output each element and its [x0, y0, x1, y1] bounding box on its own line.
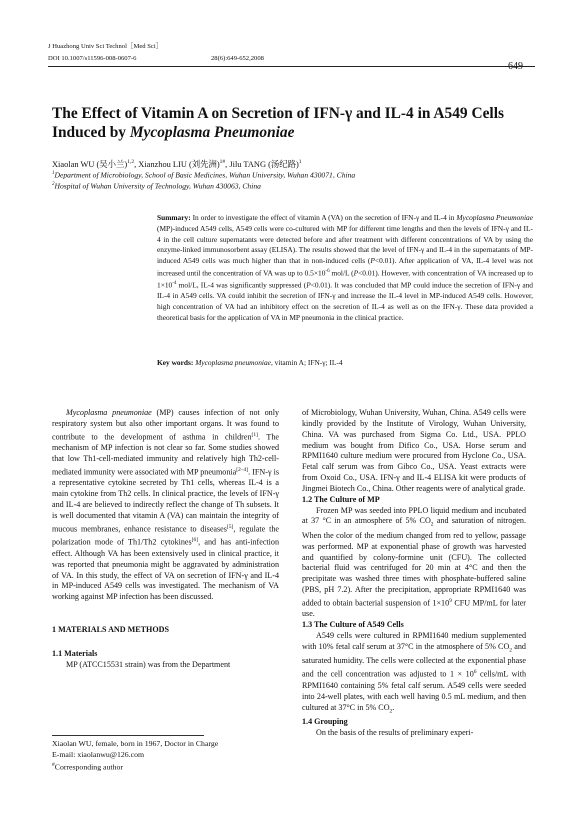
a549-text-a: A549 cells were cultured in RPMI1640 medium supplemented with 10% fetal calf serum at 37°C in the atmosphere of 5% CO [302, 631, 526, 652]
volume-info: 28(6):649-652,2008 [211, 55, 264, 62]
header-rule [48, 66, 535, 67]
author-2: , Xianzhou LIU (刘先洲) [134, 159, 220, 169]
keyword-organism: Mycoplasma pneumoniae [193, 358, 271, 367]
keywords-label: Key words: [157, 358, 194, 367]
subsection-heading-materials: 1.1 Materials [52, 648, 98, 658]
author-1: Xiaolan WU (吴小兰) [52, 159, 128, 169]
affiliation-1-sup: 1 [52, 171, 55, 176]
citation-4: [6] [191, 537, 199, 544]
intro-paragraph [52, 408, 279, 603]
abstract-sup-2: -4 [172, 280, 177, 286]
footnote-author-bio: Xiaolan WU, female, born in 1967, Doctor in Charge [52, 739, 219, 748]
materials-continued: of Microbiology, Wuhan University, Wuhan, China. A549 cells were kindly provided by the Institute of Virology, Wuhan University, China. VA was purchased from Sigma Co. Ltd., USA. PPLO medium was bought from Difico Co., USA. Horse serum and RPMI1640 culture medium were procured from Hyclone Co., USA. Fetal calf serum was from Gibco Co., USA. Yeast extracts were from Oxoid Co., USA. IFN-γ and IL-4 ELISA kit were products of Jingmei Biotech Co., China. Other reagents were of analytical grade. [302, 408, 526, 493]
keywords-rest: , vitamin A; IFN-γ; IL-4 [270, 358, 343, 367]
right-column [302, 408, 526, 739]
affiliation-2-sup: 2 [52, 182, 55, 187]
title-line-2-prefix: Induced by [52, 124, 130, 141]
citation-2: [2–4] [236, 466, 249, 473]
corresponding-text: Corresponding author [54, 762, 123, 772]
doi: DOI 10.1007/s11596-008-0607-6 [48, 55, 137, 62]
exponent-6: 6 [473, 669, 477, 676]
grouping-paragraph: On the basis of the results of preliminary experi- [316, 727, 474, 737]
footnote-rule [52, 735, 204, 736]
affiliation-1-text: Department of Microbiology, School of Basic Medicines, Wuhan University, Wuhan 430071, China [54, 170, 356, 180]
affiliation-2-text: Hospital of Wuhan University of Technology, Wuhan 430063, China [54, 181, 261, 191]
abstract-text-5: <0.01). However, with concentration of VA increased up to 1×10 [157, 268, 533, 290]
abstract-organism: Mycoplasma Pneumoniae [456, 213, 534, 222]
a549-text-b: and saturated humidity. The cells were collected at the exponential phase and the cell concentration was adjusted to 1 × 10 [302, 642, 526, 679]
author-3: , Jilu TANG (汤纪路) [225, 159, 299, 169]
abstract-text-6: mol/L, IL-4 was significantly suppressed ( [176, 280, 307, 290]
mp-culture-paragraph [302, 506, 526, 621]
abstract-p-2: P [353, 268, 359, 278]
exponent-9: 9 [449, 597, 452, 604]
citation-1: [1] [251, 431, 258, 438]
mp-culture-text-a: Frozen MP was seeded into PPLO liquid medium and incubated at 37 °C in an atmosphere of 5% CO [302, 505, 526, 526]
mp-culture-text-b: and saturation of nitrogen. When the color of the medium changed from red to yellow, passage was performed. MP at exponential phase of growth was harvested and quantified by colony-formine unit (CFU). The collected bacterial fluid was centrifuged for 20 min at 4°C and then the precipitate was washed three times with phosphate-buffered saline (PBS, pH 7.2). After the precipitation, appropriate RPMI1640 was added to obtain bacterial suspension of 1×10 [302, 516, 526, 608]
footnote-corresponding [52, 760, 282, 773]
title-organism: Mycoplasma Pneumoniae [129, 124, 295, 141]
section-heading-materials-methods: 1 MATERIALS AND METHODS [52, 625, 169, 635]
author-2-sup: 1# [219, 159, 226, 165]
co2-subscript-2: 2 [509, 647, 513, 654]
subsection-heading-mp-culture: 1.2 The Culture of MP [302, 494, 380, 504]
intro-text-a: (MP) causes infection of not only respiratory system but also other important organs. It was found to contribute to the development of asthma in children [52, 408, 280, 442]
co2-subscript-1: 2 [430, 522, 434, 529]
abstract-p-3: P [306, 280, 311, 290]
title-line-2 [52, 123, 542, 142]
intro-organism: Mycoplasma pneumoniae [66, 408, 152, 417]
affiliation-2 [52, 180, 532, 192]
intro-text-e: , and has anti-infection effect. Although VA has been extensively used in clinical practice, it was reported that pneumonia might be aggravated by administration of VA. In this study, the effect of VA on secretion of IFN-γ and IL-4 in MP-induced A549 cells was investigated. The mechanism of VA working against MP infection has been discussed. [52, 538, 280, 602]
abstract-text-2: (MP)-induced A549 cells, A549 cells were co-cultured with MP for different time lengths and then the levels of IFN-γ and IL-4 in the cell culture supernatants were detected before and after treatment with different concentrations of VA by using the enzyme-linked immunosorbent assay (ELISA). The results showed that the level of IFN-γ and IL-4 in the supernatants of MP-induced A549 cells was much higher than that in non-induced cells ( [157, 223, 533, 265]
abstract [157, 213, 533, 323]
subsection-heading-a549-culture: 1.3 The Culture of A549 Cells [302, 620, 404, 630]
subsection-heading-grouping: 1.4 Grouping [302, 716, 348, 726]
intro-text-c: . IFN-γ is a representative cytokine secreted by Th1 cells, whereas IL-4 is a main cytokine from Th2 cells. In clinical practice, the levels of IFN-γ and IL-4 are believed to indirectly reflect the change of Th subsets. It is well documented that vitamin A (VA) can maintain the integrity of mucous membranes, enhance resistance to diseases [52, 467, 279, 534]
author-3-sup: 1 [298, 159, 302, 165]
mp-culture-text-c: CFU MP/mL for later use. [302, 598, 526, 619]
abstract-text-4: mol/L ( [329, 268, 354, 278]
co2-subscript-3: 2 [389, 708, 393, 715]
a549-culture-paragraph [302, 631, 526, 717]
a549-text-c: cells/mL with RPMI1640 containing 5% fetal calf serum. A549 cells were seeded into 24-well plates, with each well having 0.5 mL medium, and then cultured at 37°C in 5% CO [302, 670, 526, 712]
abstract-text-3: <0.01). After application of VA, IL-4 level was not increased until the concentration of VA was up to 0.5×10 [157, 256, 533, 278]
paper-title [52, 104, 542, 142]
a549-text-d: . [392, 702, 395, 712]
abstract-p-1: P [370, 256, 375, 265]
footnote [52, 738, 282, 773]
page-number: 649 [508, 61, 523, 72]
abstract-sup-1: -6 [325, 268, 330, 274]
title-line-1: The Effect of Vitamin A on Secretion of IFN-γ and IL-4 in A549 Cells [52, 105, 504, 122]
left-column [52, 408, 279, 671]
materials-paragraph: MP (ATCC15531 strain) was from the Department [66, 659, 231, 669]
intro-text-b: . The mechanism of MP infection is not clear so far. Some studies showed that low Th1-cell-mediated immunity and relatively high Th2-cell-mediated immunity were associated with MP pneumonia [52, 432, 280, 477]
abstract-text-1: In order to investigate the effect of vitamin A (VA) on the secretion of IFN-γ and IL-4 in [190, 213, 457, 222]
abstract-text-7: <0.01). It was concluded that MP could induce the secretion of IFN-γ and IL-4 in A549 cells. VA could inhibit the secretion of IFN-γ and increase the IL-4 level in MP-induced A549 cells. However, high concentration of VA had an inhibitory effect on the secretion of IL-4 as well as on the IFN-γ. These data provided a theoretical basis for the application of VA in MP pneumonia in the clinical practice. [157, 280, 533, 322]
citation-3: [5] [226, 523, 234, 530]
journal-name: J Huazhong Univ Sci Technol［Med Sci］ [48, 43, 163, 50]
author-list [52, 157, 532, 170]
intro-text-d: , regulate the polarization mode of Th1/Th2 cytokines [52, 524, 279, 548]
corresponding-mark: # [52, 762, 55, 768]
keywords [157, 358, 533, 368]
abstract-label: Summary: [157, 213, 191, 222]
footnote-email: E-mail: xiaolanwu@126.com [52, 750, 145, 759]
author-1-sup: 1,2 [127, 159, 135, 165]
